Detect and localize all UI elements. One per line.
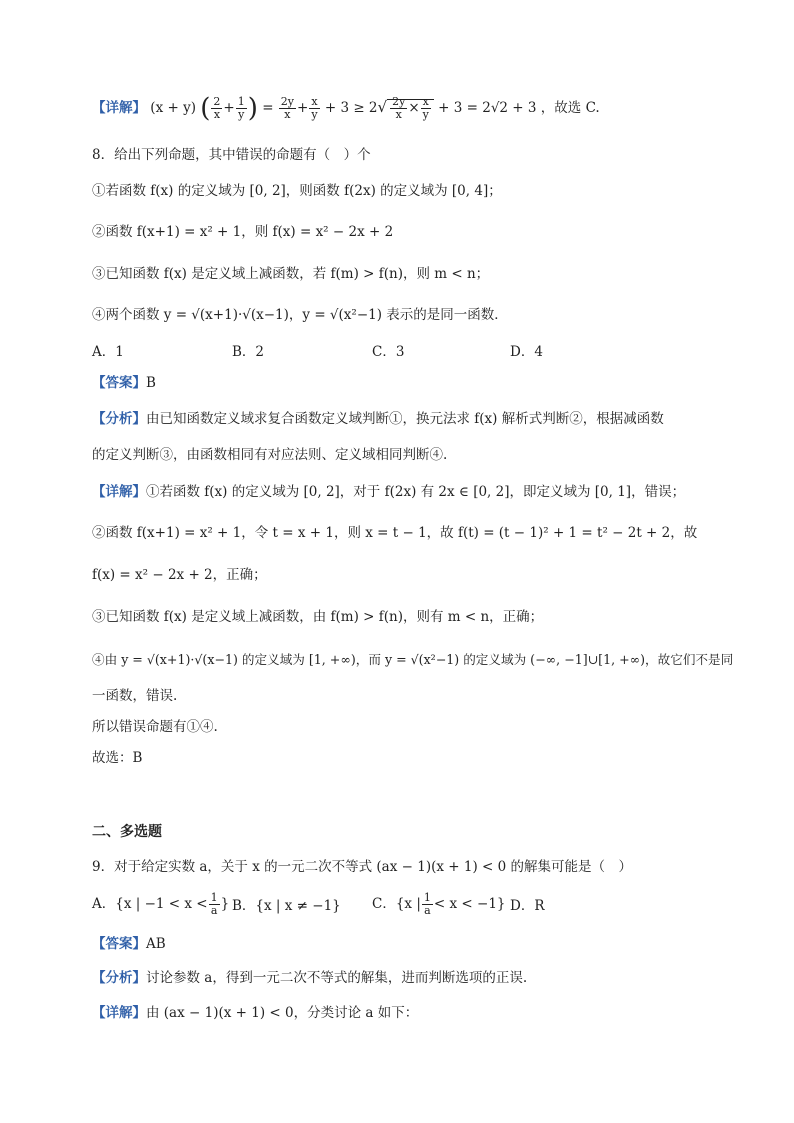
- option-a: A．{x | −1 < x < $\frac{1}{a}$ }: [92, 891, 230, 917]
- q8-detail-2: ②函数 f(x+1) = x² + 1，令 t = x + 1，则 x = t − 1，故 f(t) = (t − 1)² + 1 = t² − 2t + 2，故: [92, 525, 698, 541]
- proposition-2: ②函数 f(x+1) = x² + 1，则 f(x) = x² − 2x + 2: [92, 224, 394, 240]
- detail-text: ①若函数 f(x) 的定义域为 [0, 2]，对于 f(2x) 有 2x ∈ [0, 2]，即定义域为 [0, 1]，错误；: [146, 484, 686, 500]
- fraction: $\frac{2}{x}$: [213, 95, 221, 121]
- fraction: $\frac{2y}{x}$: [280, 95, 295, 121]
- paren-close: ): [247, 93, 258, 124]
- math-expression: + 3 ≥ 2: [324, 100, 378, 116]
- math-expression: =: [262, 100, 278, 116]
- analysis-text: 讨论参数 a，得到一元二次不等式的解集，进而判断选项的正误.: [146, 970, 528, 986]
- option-a: A．1: [92, 344, 124, 360]
- section-heading: 二、多选题: [92, 824, 162, 840]
- question-9-stem: 9．对于给定实数 a，关于 x 的一元二次不等式 (ax − 1)(x + 1) < 0 的解集可能是（ ）: [92, 859, 632, 875]
- fraction: $\frac{1}{a}$: [423, 891, 431, 917]
- answer-tag: 【答案】: [92, 375, 146, 391]
- q9-answer: [92, 934, 166, 954]
- detail-text: 由 (ax − 1)(x + 1) < 0，分类讨论 a 如下：: [146, 1005, 419, 1021]
- conclusion-text: ，故选 C.: [540, 100, 600, 116]
- option-c: C．3: [372, 344, 405, 360]
- math-expression: (x + y): [150, 100, 196, 116]
- q8-detail-7: 所以错误命题有①④.: [92, 719, 218, 735]
- option-d: D．4: [510, 344, 543, 360]
- option-c: C．{x | $\frac{1}{a}$ < x < −1}: [372, 891, 506, 917]
- fraction: $\frac{x}{y}$: [311, 95, 318, 121]
- q9-analysis: [92, 968, 527, 988]
- answer-value: B: [146, 375, 156, 391]
- q8-detail-1: [92, 482, 685, 502]
- detail-tag: 【详解】: [92, 1005, 146, 1021]
- radicand: $\frac{2y}{x}$ × $\frac{x}{y}$: [387, 99, 434, 116]
- q8-analysis-cont: 的定义判断③，由函数相同有对应法则、定义域相同判断④.: [92, 447, 448, 463]
- fraction: $\frac{1}{y}$: [237, 95, 245, 121]
- analysis-text: 由已知函数定义域求复合函数定义域判断①，换元法求 f(x) 解析式判断②，根据减函数: [146, 411, 664, 427]
- q8-detail-8: 故选：B: [92, 750, 143, 766]
- proposition-1: ①若函数 f(x) 的定义域为 [0, 2]，则函数 f(2x) 的定义域为 [0, 4]；: [92, 183, 502, 199]
- math-expression: + 3 = 2√2 + 3: [438, 100, 537, 116]
- q8-detail-3: f(x) = x² − 2x + 2，正确；: [92, 567, 267, 583]
- detail-tag: 【详解】: [92, 484, 146, 500]
- q8-detail-5: ④由 y = √(x+1)·√(x−1) 的定义域为 [1, +∞)，而 y = √(x²−1) 的定义域为 (−∞, −1]∪[1, +∞)，故它们不是同: [92, 652, 734, 667]
- solution-line-q7: 【详解】 (x + y) ( $\frac{2}{x}$ + $\frac{1}{y}$ ) = $\frac{2y}{x}$ + $\frac{x}{y}$ + 3 ≥ 2√ $\frac{2y}{x}$ × $\frac{x}{y}$ + 3 = 2√2 + 3 ，故选 C.: [92, 93, 600, 124]
- option-b: B．{x | x ≠ −1}: [232, 898, 341, 914]
- q8-answer: [92, 373, 156, 393]
- option-c-set: {x |: [395, 896, 421, 912]
- q9-options: [92, 891, 652, 924]
- analysis-tag: 【分析】: [92, 970, 146, 986]
- proposition-4: ④两个函数 y = √(x+1)·√(x−1)，y = √(x²−1) 表示的是同一函数．: [92, 307, 508, 323]
- radical-icon: √: [377, 98, 388, 116]
- detail-tag: 【详解】: [92, 100, 146, 116]
- proposition-3: ③已知函数 f(x) 是定义域上减函数，若 f(m) > f(n)，则 m < n；: [92, 266, 490, 282]
- analysis-tag: 【分析】: [92, 411, 146, 427]
- q8-detail-6: 一函数，错误.: [92, 688, 178, 704]
- q9-detail: [92, 1003, 418, 1023]
- answer-tag: 【答案】: [92, 936, 146, 952]
- question-8-stem: 8．给出下列命题，其中错误的命题有（ ）个: [92, 147, 371, 163]
- paren-open: (: [200, 93, 211, 124]
- q8-analysis: [92, 409, 664, 429]
- answer-value: AB: [146, 936, 166, 952]
- q8-detail-4: ③已知函数 f(x) 是定义域上减函数，由 f(m) > f(n)，则有 m < n，正确；: [92, 609, 544, 625]
- option-d: D．R: [510, 898, 545, 914]
- fraction: $\frac{1}{a}$: [210, 891, 218, 917]
- option-a-set: {x | −1 < x <: [115, 896, 208, 912]
- option-b: B．2: [232, 344, 265, 360]
